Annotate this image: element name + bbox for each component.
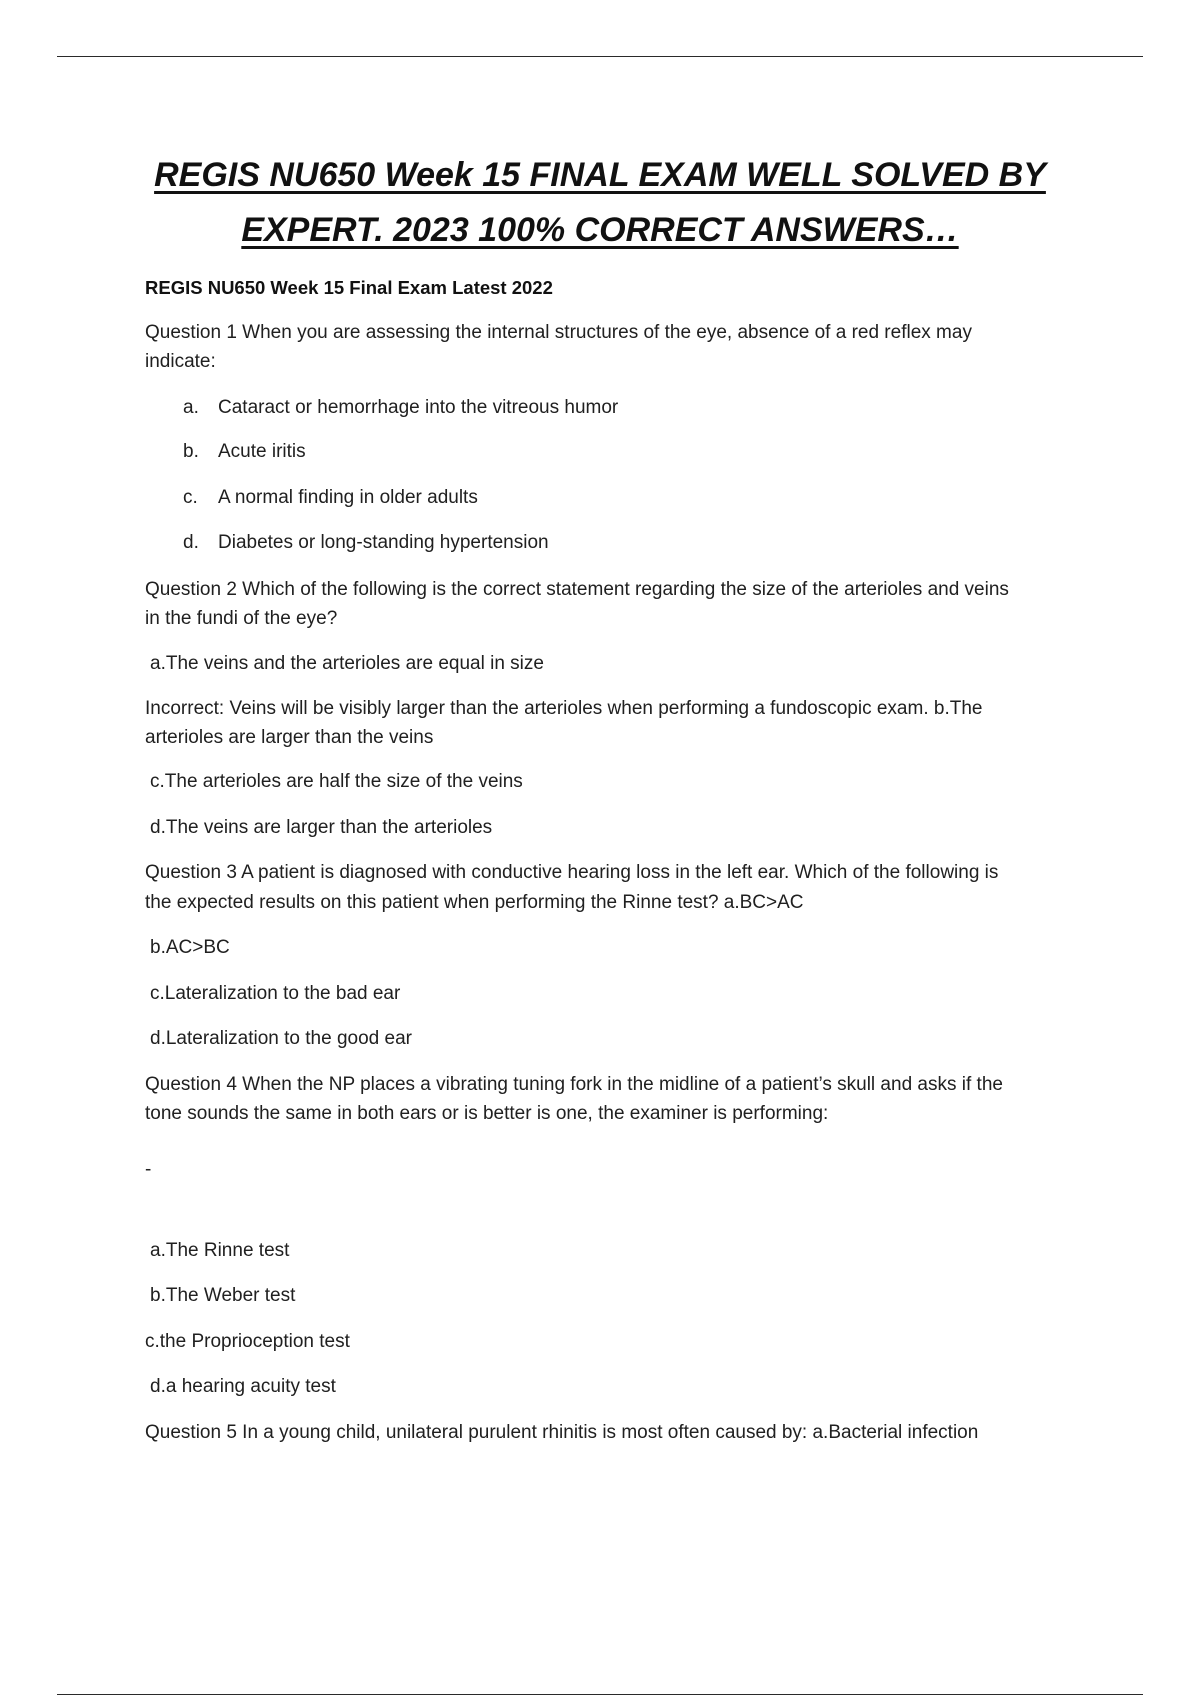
title-line-2: EXPERT. 2023 100% CORRECT ANSWERS… [241,211,959,249]
question-4-option-a: a.The Rinne test [150,1240,290,1261]
question-4-option-b: b.The Weber test [150,1285,296,1306]
question-3-text-line-1: Question 3 A patient is diagnosed with conductive hearing loss in the left ear. Which of the following is [145,862,999,883]
question-1-text-line-1: Question 1 When you are assessing the internal structures of the eye, absence of a red reflex may [145,322,972,343]
top-rule [57,56,1143,57]
question-5-text-line-1: Question 5 In a young child, unilateral purulent rhinitis is most often caused by: a.Bacterial infection [145,1422,979,1443]
bottom-rule [57,1694,1143,1695]
option-marker: d. [183,532,199,553]
option-marker: a. [183,397,199,418]
question-2-option-d: d.The veins are larger than the arterioles [150,817,493,838]
question-1-option-a: Cataract or hemorrhage into the vitreous humor [218,397,619,418]
option-marker: c. [183,487,198,508]
question-2-text-line-1: Question 2 Which of the following is the correct statement regarding the size of the arterioles and veins [145,579,1009,600]
question-3-option-d: d.Lateralization to the good ear [150,1028,412,1049]
question-4-text-line-2: tone sounds the same in both ears or is better is one, the examiner is performing: [145,1103,829,1124]
question-3-option-b: b.AC>BC [150,937,230,958]
question-2-option-c: c.The arterioles are half the size of the veins [150,771,523,792]
question-4-option-c: c.the Proprioception test [145,1331,350,1352]
option-marker: b. [183,441,199,462]
question-4-text-line-1: Question 4 When the NP places a vibrating tuning fork in the midline of a patient’s skull and asks if the [145,1074,1003,1095]
question-2-feedback-line-2: arterioles are larger than the veins [145,727,434,748]
question-4-option-d: d.a hearing acuity test [150,1376,336,1397]
title-line-1: REGIS NU650 Week 15 FINAL EXAM WELL SOLVED BY [154,156,1046,194]
question-1-text-line-2: indicate: [145,351,216,372]
document-title [100,148,1100,258]
document-subtitle: REGIS NU650 Week 15 Final Exam Latest 2022 [145,277,553,298]
question-4-dash: - [145,1159,152,1180]
question-1-option-b: Acute iritis [218,441,306,462]
question-2-feedback-line-1: Incorrect: Veins will be visibly larger than the arterioles when performing a fundoscopic exam. b.The [145,698,983,719]
question-1-option-c: A normal finding in older adults [218,487,478,508]
question-3-option-c: c.Lateralization to the bad ear [150,983,401,1004]
question-2-text-line-2: in the fundi of the eye? [145,608,338,629]
question-2-option-a: a.The veins and the arterioles are equal in size [150,653,544,674]
question-3-text-line-2: the expected results on this patient when performing the Rinne test? a.BC>AC [145,892,804,913]
question-1-option-d: Diabetes or long-standing hypertension [218,532,549,553]
